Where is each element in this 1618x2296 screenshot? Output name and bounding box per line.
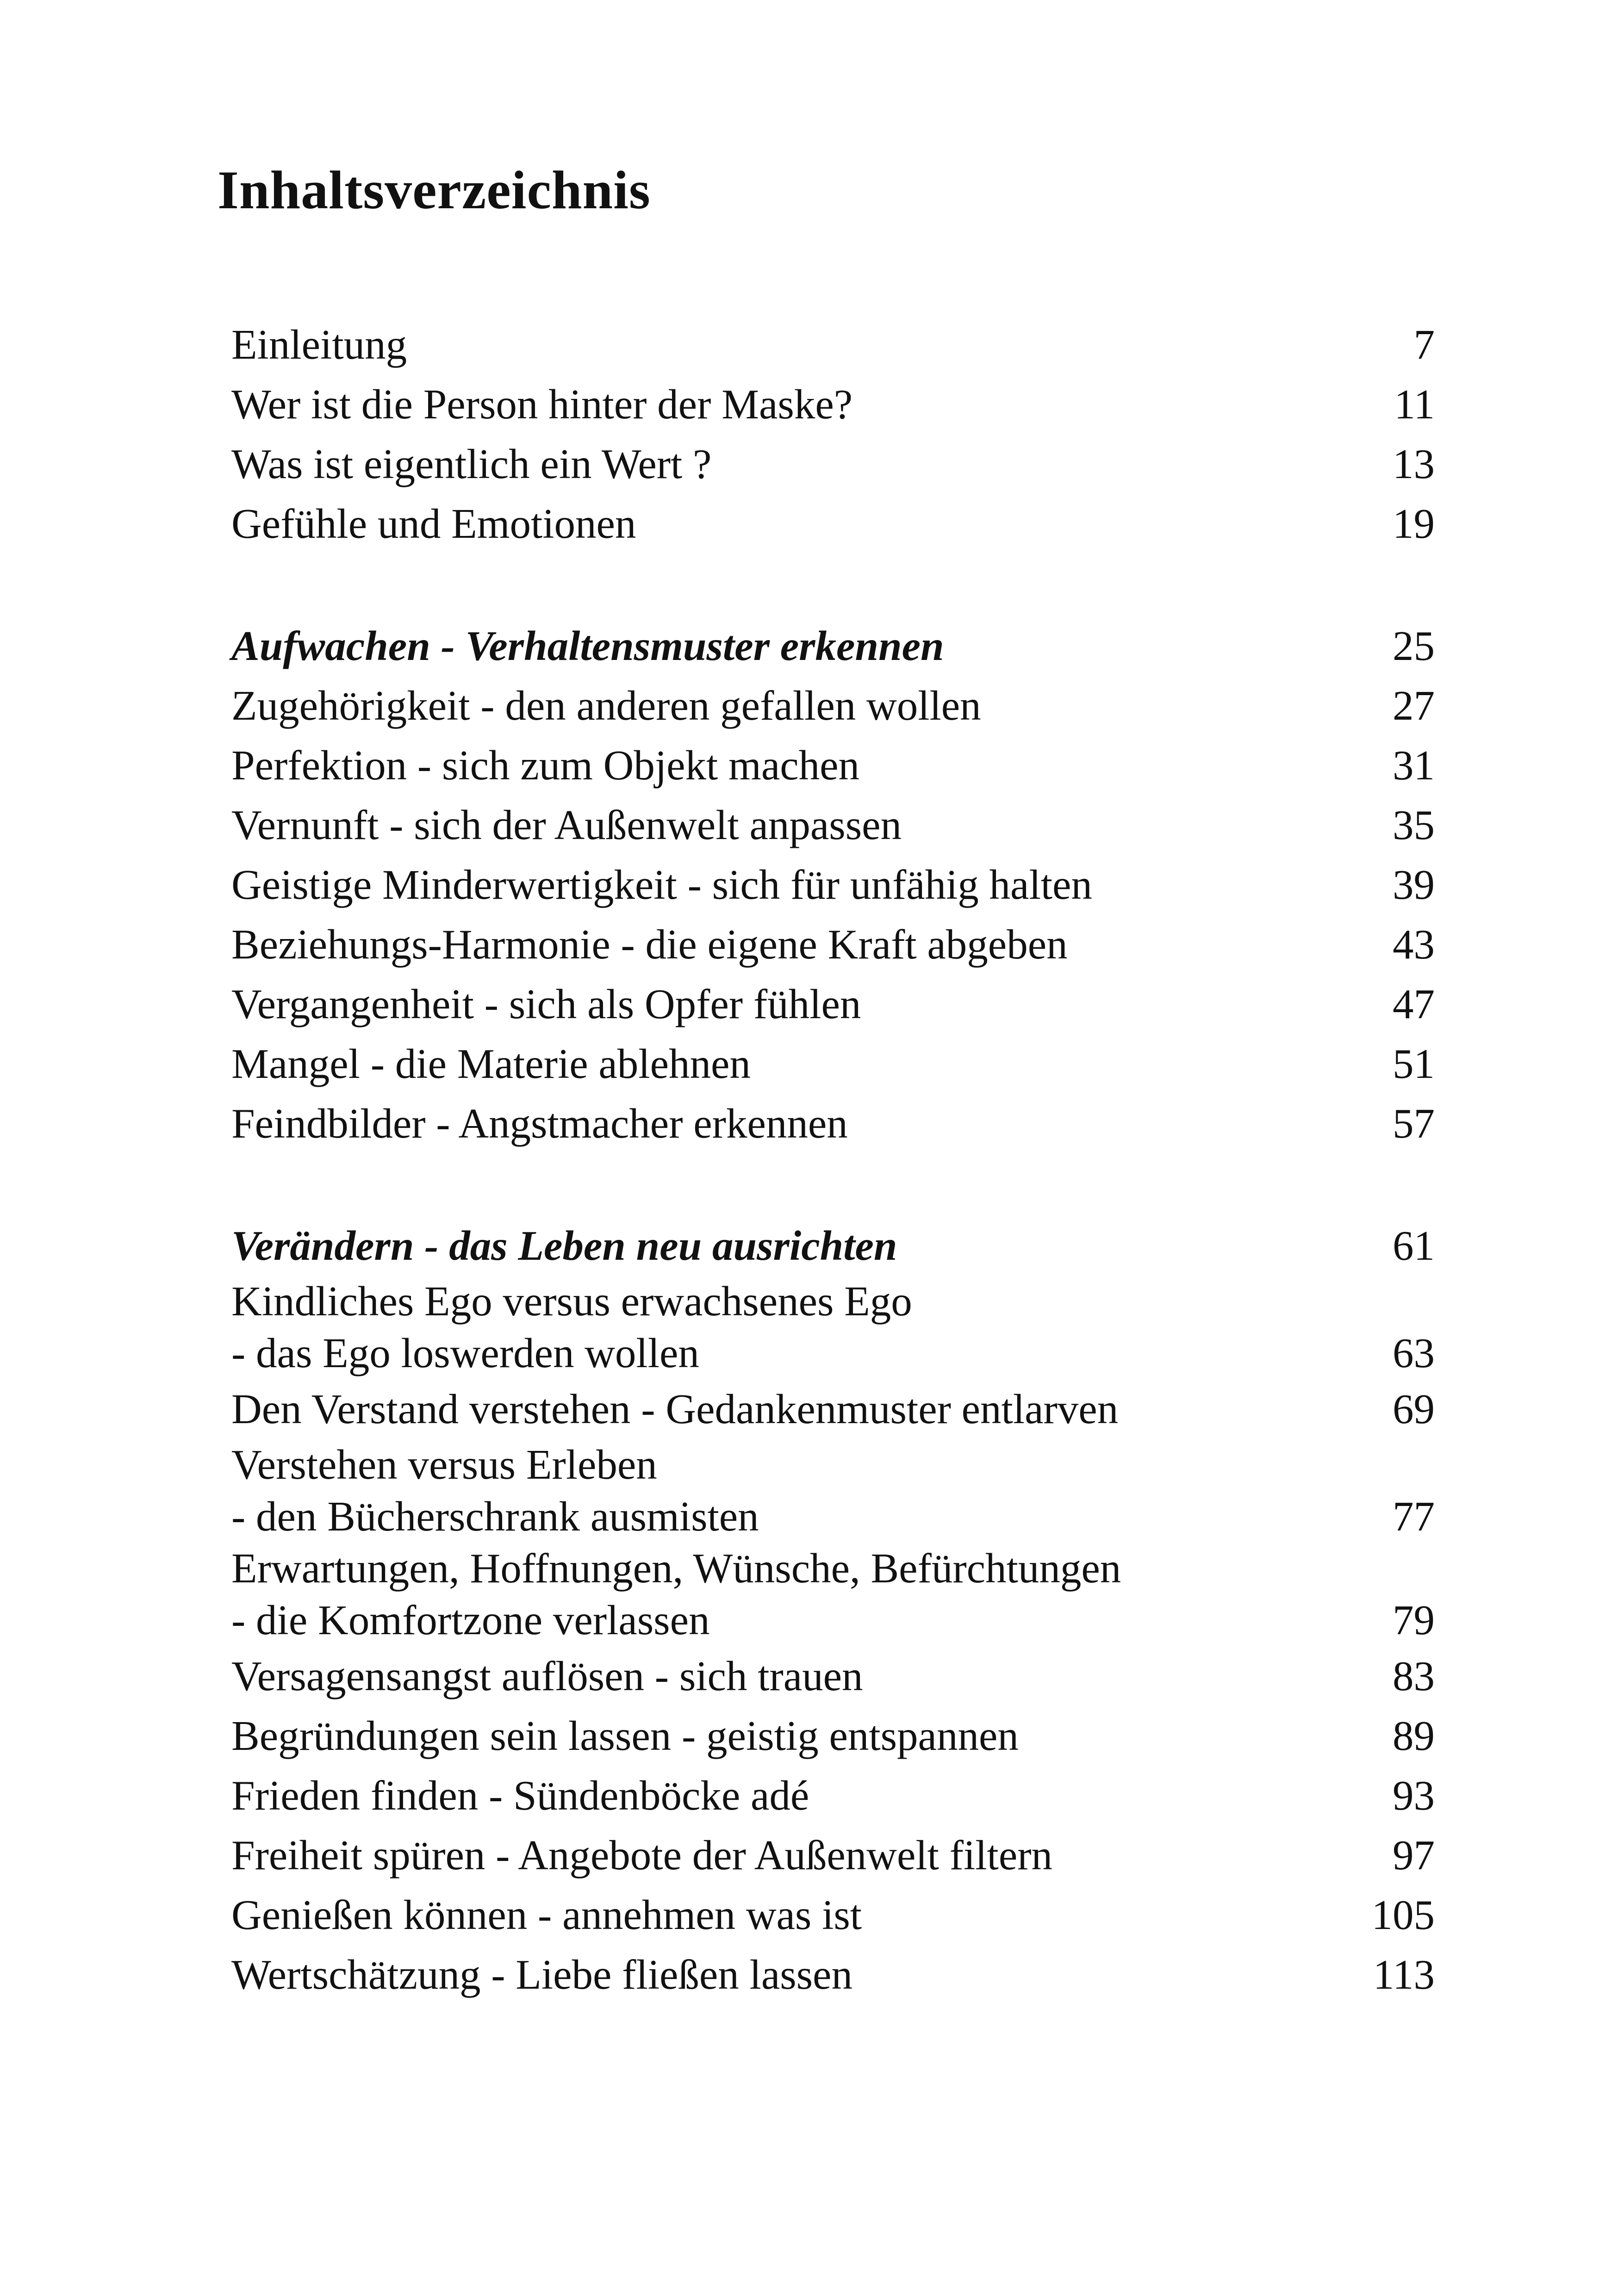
toc-entry-title: Einleitung [231, 321, 407, 368]
toc-entry[interactable] [231, 1543, 1435, 1646]
toc-entry-page: 31 [1393, 742, 1435, 789]
toc-entry[interactable] [231, 1646, 1435, 1706]
toc-heading-title: Verändern - das Leben neu ausrichten [231, 1222, 897, 1269]
toc-section-intro [231, 315, 1435, 554]
toc-entry-title: Wer ist die Person hinter der Maske? [231, 381, 853, 428]
toc-entry-page: 97 [1393, 1832, 1435, 1879]
toc-entry-page: 7 [1413, 321, 1435, 368]
toc-entry[interactable] [231, 1379, 1435, 1439]
toc-heading-title: Aufwachen - Verhaltensmuster erkennen [231, 622, 944, 669]
toc-entry-title: Geistige Minderwertigkeit - sich für unfähig halten [231, 861, 1092, 908]
toc-entry-page: 69 [1393, 1386, 1435, 1432]
toc-entry-title: Freiheit spüren - Angebote der Außenwelt filtern [231, 1832, 1053, 1879]
toc-entry-title: Erwartungen, Hoffnungen, Wünsche, Befürchtungen - die Komfortzone verlassen [231, 1545, 1121, 1643]
toc-entry[interactable] [231, 1034, 1435, 1094]
toc-entry-page: 61 [1393, 1222, 1435, 1269]
toc-entry[interactable] [231, 795, 1435, 855]
toc-entry[interactable] [231, 1766, 1435, 1825]
toc-section-heading[interactable] [231, 1216, 1435, 1276]
toc-entry[interactable] [231, 1825, 1435, 1885]
toc-section-aufwachen [231, 616, 1435, 1153]
toc-entry-title: Mangel - die Materie ablehnen [231, 1040, 751, 1087]
toc-entry-page: 63 [1393, 1330, 1435, 1376]
toc-entry-page: 77 [1393, 1493, 1435, 1540]
toc-entry[interactable] [231, 1885, 1435, 1945]
toc-section-veraendern [231, 1216, 1435, 2004]
toc-entry-title: Genießen können - annehmen was ist [231, 1892, 862, 1938]
toc-entry-page: 25 [1393, 622, 1435, 669]
toc-entry[interactable] [231, 434, 1435, 494]
toc-entry-title: Begründungen sein lassen - geistig entspannen [231, 1712, 1019, 1759]
toc-entry-title: Vernunft - sich der Außenwelt anpassen [231, 802, 902, 848]
toc-entry-page: 79 [1393, 1597, 1435, 1643]
toc-entry-title: Beziehungs-Harmonie - die eigene Kraft abgeben [231, 921, 1068, 968]
toc-entry-title: Den Verstand verstehen - Gedankenmuster entlarven [231, 1386, 1119, 1432]
toc-entry-title: Gefühle und Emotionen [231, 500, 636, 547]
toc-entry[interactable] [231, 855, 1435, 915]
toc-entry-title: Perfektion - sich zum Objekt machen [231, 742, 860, 789]
toc-entry[interactable] [231, 1945, 1435, 2004]
toc-entry-title: Was ist eigentlich ein Wert ? [231, 441, 712, 487]
toc-entry-page: 19 [1393, 500, 1435, 547]
toc-entry-title: Vergangenheit - sich als Opfer fühlen [231, 981, 861, 1027]
toc-entry-page: 105 [1371, 1892, 1435, 1938]
toc-entry-page: 39 [1393, 861, 1435, 908]
toc-entry-page: 35 [1393, 802, 1435, 848]
toc-entry-page: 57 [1393, 1100, 1435, 1147]
toc-entry[interactable] [231, 735, 1435, 795]
page-title: Inhaltsverzeichnis [218, 160, 651, 220]
toc-entry-title: Frieden finden - Sündenböcke adé [231, 1772, 809, 1819]
toc-entry-page: 27 [1393, 682, 1435, 729]
toc-entry[interactable] [231, 1094, 1435, 1153]
toc-entry-title: Kindliches Ego versus erwachsenes Ego - das Ego loswerden wollen [231, 1278, 912, 1376]
toc-entry-title: Versagensangst auflösen - sich trauen [231, 1653, 863, 1699]
toc-entry[interactable] [231, 974, 1435, 1034]
toc-entry-page: 11 [1394, 381, 1435, 428]
toc-section-heading[interactable] [231, 616, 1435, 676]
toc-entry[interactable] [231, 315, 1435, 374]
toc-entry-page: 89 [1393, 1712, 1435, 1759]
toc-entry[interactable] [231, 1439, 1435, 1543]
toc-entry[interactable] [231, 676, 1435, 735]
table-of-contents [231, 315, 1435, 2067]
toc-entry-page: 51 [1393, 1040, 1435, 1087]
toc-entry-title: Feindbilder - Angstmacher erkennen [231, 1100, 848, 1147]
toc-entry-page: 13 [1393, 441, 1435, 487]
toc-entry-title: Zugehörigkeit - den anderen gefallen wollen [231, 682, 981, 729]
toc-entry-title: Wertschätzung - Liebe fließen lassen [231, 1951, 853, 1998]
toc-entry[interactable] [231, 1706, 1435, 1766]
toc-entry-page: 93 [1393, 1772, 1435, 1819]
toc-entry-title: Verstehen versus Erleben - den Bücherschrank ausmisten [231, 1441, 759, 1540]
toc-entry[interactable] [231, 374, 1435, 434]
toc-entry[interactable] [231, 494, 1435, 554]
toc-entry[interactable] [231, 915, 1435, 974]
toc-entry-page: 47 [1393, 981, 1435, 1027]
toc-entry-page: 113 [1373, 1951, 1435, 1998]
toc-entry[interactable] [231, 1276, 1435, 1379]
toc-entry-page: 83 [1393, 1653, 1435, 1699]
toc-entry-page: 43 [1393, 921, 1435, 968]
